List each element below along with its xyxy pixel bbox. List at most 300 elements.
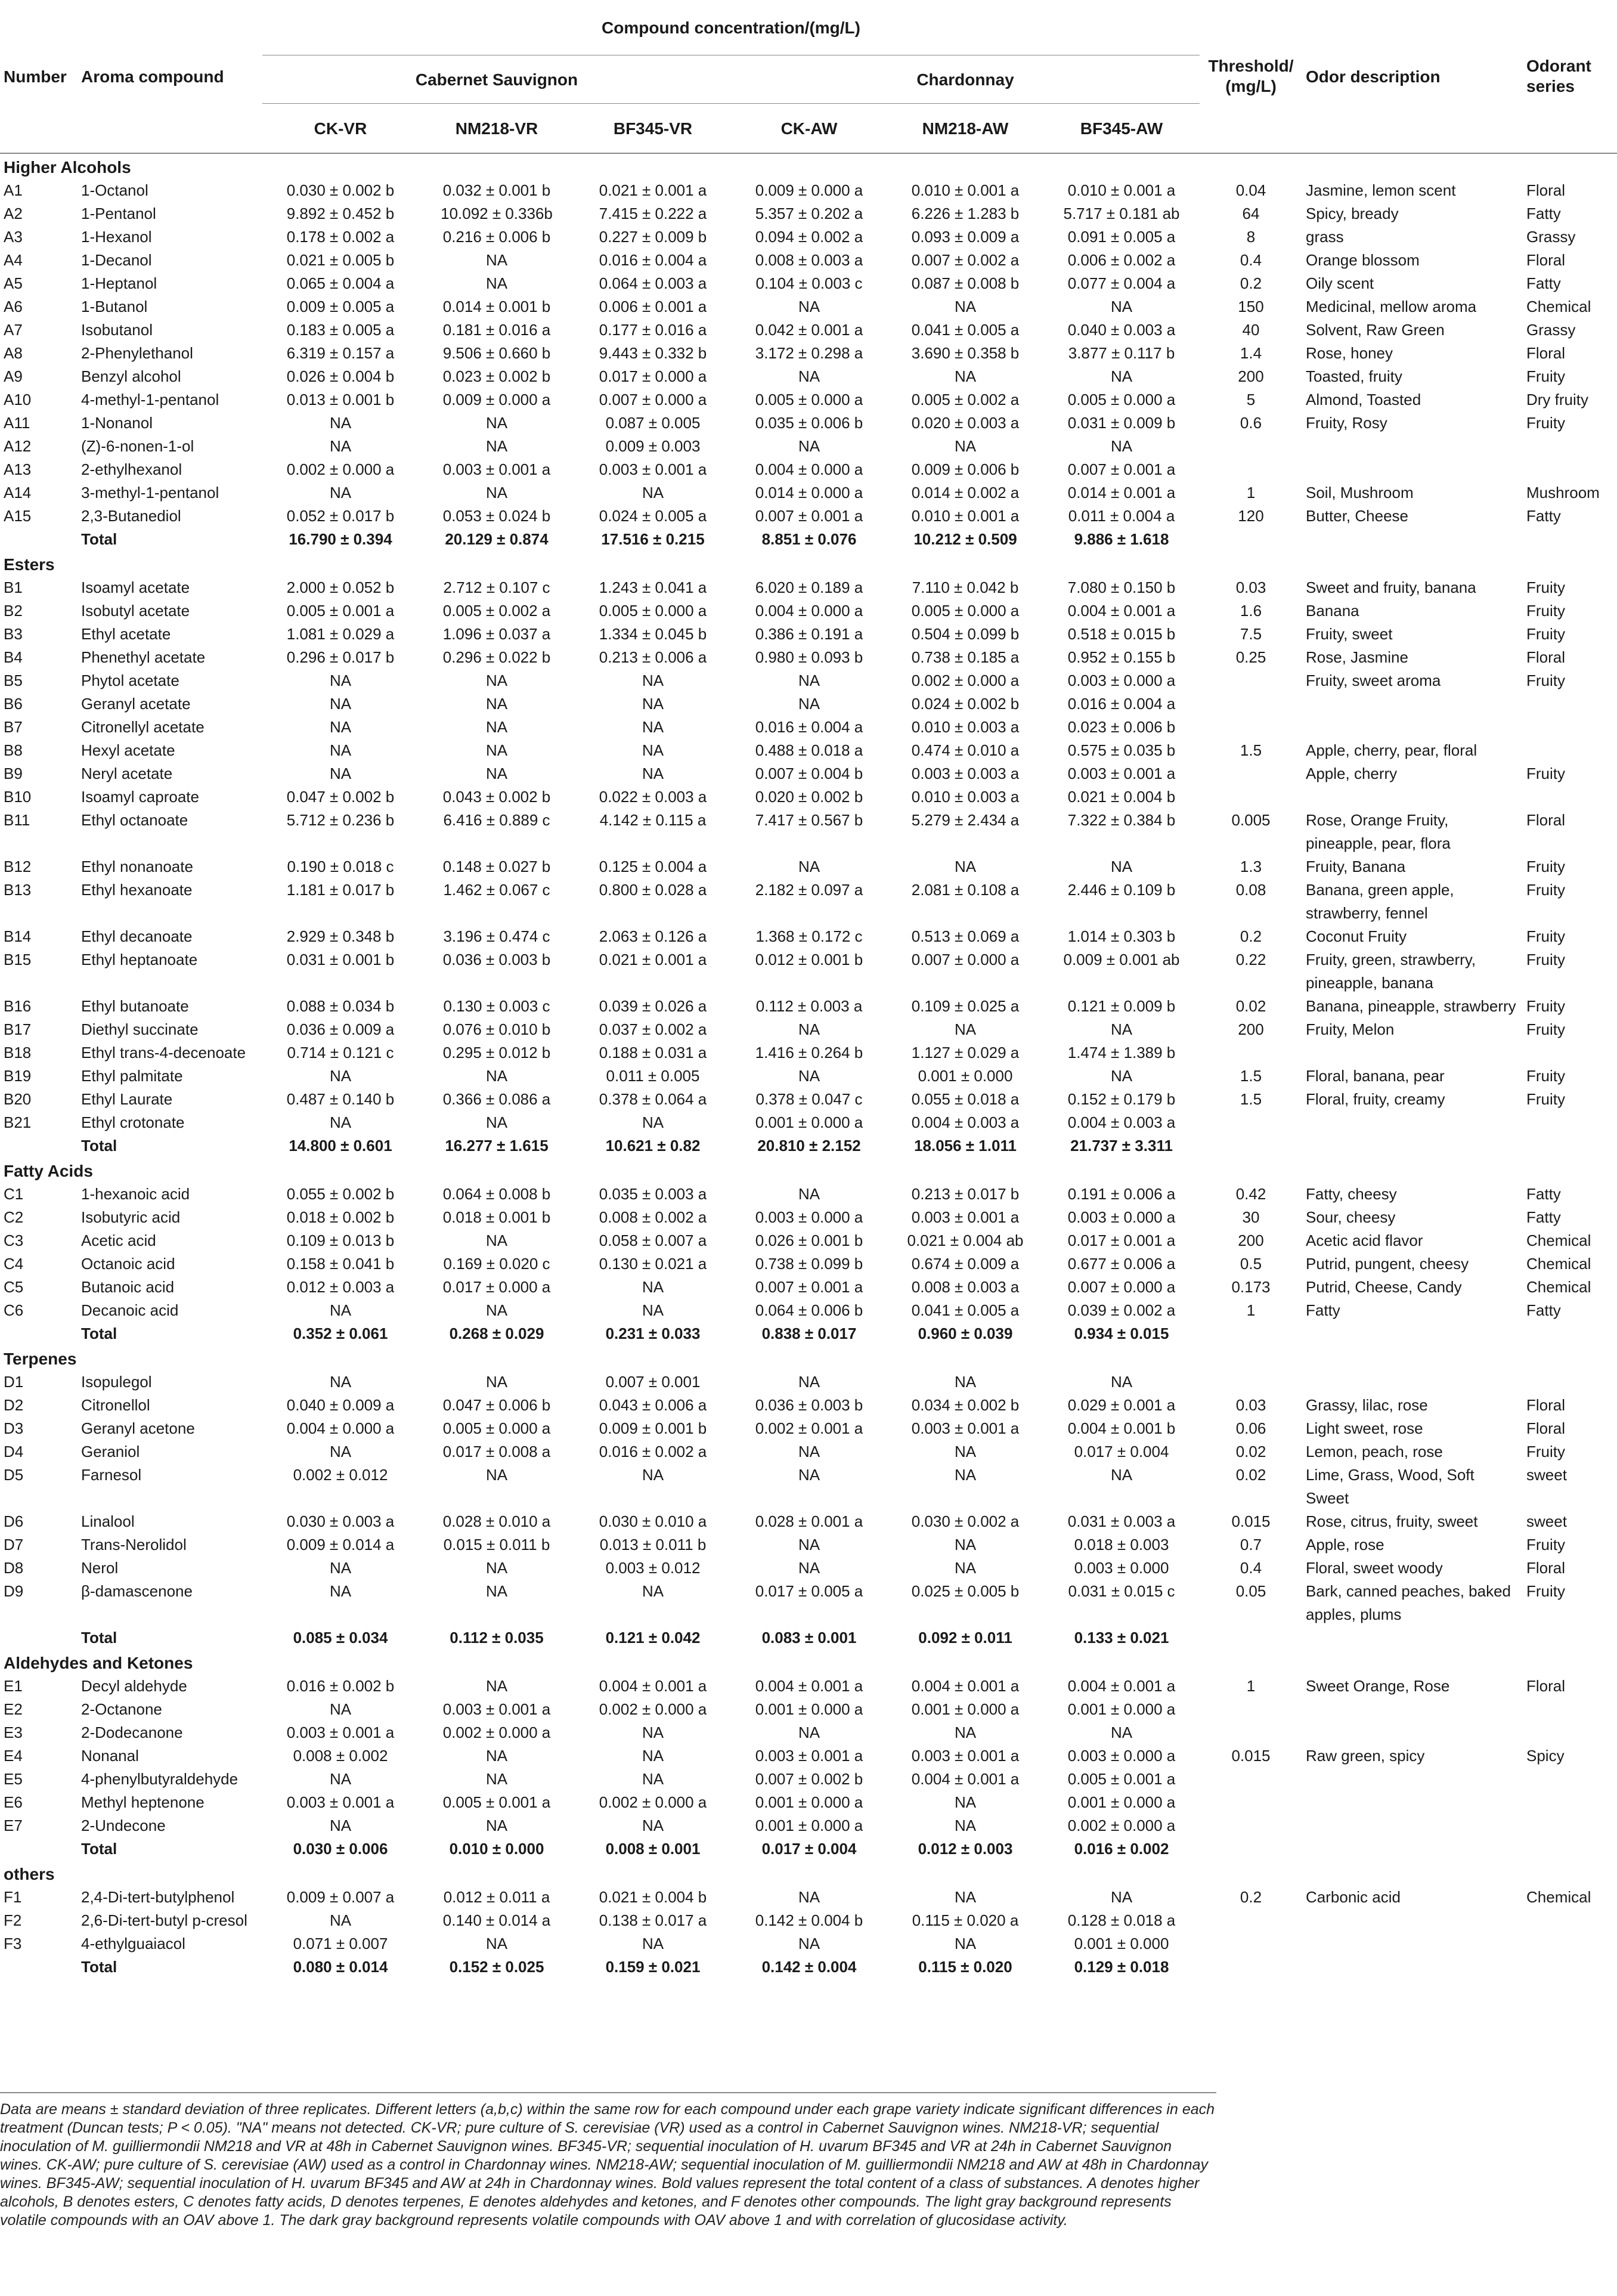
compound-name: Ethyl nonanoate xyxy=(81,858,193,875)
concentration-value: 0.007 ± 0.000 a xyxy=(1067,1278,1176,1296)
odor-description xyxy=(1302,1932,1523,1955)
concentration-value: 0.009 ± 0.005 a xyxy=(286,298,395,315)
threshold-value: 200 xyxy=(1238,367,1264,385)
concentration-value: NA xyxy=(642,1770,664,1788)
compound-number: A9 xyxy=(4,367,23,385)
total-value: 0.159 ± 0.021 xyxy=(605,1958,701,1976)
concentration-value: NA xyxy=(798,1443,820,1460)
odor-description: Coconut Fruity xyxy=(1306,927,1407,945)
concentration-value: 0.088 ± 0.034 b xyxy=(286,997,395,1015)
concentration-value: 0.058 ± 0.007 a xyxy=(599,1231,707,1249)
concentration-value: NA xyxy=(485,1466,508,1484)
total-value: 0.352 ± 0.061 xyxy=(293,1325,388,1342)
concentration-value: 0.216 ± 0.006 b xyxy=(442,228,551,246)
concentration-value: 0.037 ± 0.002 a xyxy=(599,1020,707,1038)
concentration-value: 0.183 ± 0.005 a xyxy=(286,321,395,339)
threshold-value xyxy=(1200,1111,1302,1134)
threshold-value xyxy=(1200,1698,1302,1721)
compound-number: E3 xyxy=(4,1723,23,1741)
compound-number: B7 xyxy=(4,718,23,736)
concentration-value: NA xyxy=(798,1067,820,1085)
concentration-value: NA xyxy=(1110,298,1133,315)
odor-description xyxy=(1302,435,1523,458)
concentration-value: NA xyxy=(329,1067,352,1085)
total-value: 0.268 ± 0.029 xyxy=(449,1325,544,1342)
compound-number: B3 xyxy=(4,625,23,643)
concentration-value: 0.036 ± 0.003 b xyxy=(755,1396,863,1414)
odorant-series xyxy=(1523,1041,1617,1065)
concentration-value: NA xyxy=(1110,367,1133,385)
table-row xyxy=(0,249,1617,272)
concentration-value: NA xyxy=(329,437,352,455)
concentration-value: 0.001 ± 0.000 xyxy=(918,1067,1013,1085)
threshold-value xyxy=(1200,669,1302,692)
threshold-value: 0.03 xyxy=(1235,578,1266,596)
concentration-value: NA xyxy=(485,1559,508,1577)
concentration-value: 0.013 ± 0.001 b xyxy=(286,391,395,409)
concentration-value: 0.010 ± 0.001 a xyxy=(911,507,1020,525)
header-series: Odorant series xyxy=(1526,57,1591,95)
table-row xyxy=(0,623,1617,646)
concentration-value: 3.196 ± 0.474 c xyxy=(443,927,550,945)
table-row xyxy=(0,1394,1617,1417)
concentration-value: 0.738 ± 0.099 b xyxy=(755,1255,863,1273)
concentration-value: NA xyxy=(329,1770,352,1788)
table-row xyxy=(0,878,1617,925)
odorant-series: Fatty xyxy=(1526,1208,1561,1226)
compound-number: C1 xyxy=(4,1185,24,1203)
threshold-value: 1 xyxy=(1246,1301,1256,1319)
odor-description: Fatty, cheesy xyxy=(1306,1185,1397,1203)
concentration-value: 0.009 ± 0.001 ab xyxy=(1063,951,1180,968)
concentration-value: NA xyxy=(329,414,352,432)
odor-description: Putrid, Cheese, Candy xyxy=(1306,1278,1462,1296)
total-label: Total xyxy=(81,1325,117,1342)
odorant-series: Fatty xyxy=(1526,507,1561,525)
total-spacer xyxy=(1302,1955,1523,1979)
odorant-series: Fruity xyxy=(1526,1090,1565,1108)
total-value: 10.212 ± 0.509 xyxy=(913,530,1017,548)
concentration-value: 6.020 ± 0.189 a xyxy=(755,578,863,596)
concentration-value: 1.096 ± 0.037 a xyxy=(442,625,551,643)
compound-number: A1 xyxy=(4,181,23,199)
compound-name: Acetic acid xyxy=(81,1231,156,1249)
concentration-value: NA xyxy=(485,1113,508,1131)
concentration-value: 0.004 ± 0.001 a xyxy=(1067,602,1176,620)
concentration-value: NA xyxy=(485,1373,508,1391)
concentration-value: 0.513 ± 0.069 a xyxy=(911,927,1020,945)
compound-name: 2-Octanone xyxy=(81,1700,162,1718)
odorant-series: Floral xyxy=(1526,181,1566,199)
total-spacer xyxy=(1523,1955,1617,1979)
concentration-value: 0.026 ± 0.004 b xyxy=(286,367,395,385)
concentration-value: 0.017 ± 0.004 xyxy=(1074,1443,1169,1460)
table-row xyxy=(0,576,1617,599)
column-header: NM218-VR xyxy=(455,119,538,138)
odorant-series: Floral xyxy=(1526,1559,1566,1577)
concentration-value: 0.001 ± 0.000 xyxy=(1074,1935,1169,1952)
threshold-value: 1.5 xyxy=(1240,1067,1262,1085)
total-value: 0.231 ± 0.033 xyxy=(605,1325,701,1342)
table-row xyxy=(0,1041,1617,1065)
concentration-value: 0.674 ± 0.009 a xyxy=(911,1255,1020,1273)
odor-description: Fruity, sweet xyxy=(1306,625,1393,643)
total-value: 0.085 ± 0.034 xyxy=(293,1629,388,1647)
concentration-value: 0.071 ± 0.007 xyxy=(293,1935,388,1952)
concentration-value: 0.014 ± 0.001 a xyxy=(1067,484,1176,502)
total-spacer xyxy=(1302,528,1523,551)
concentration-value: 0.011 ± 0.005 xyxy=(606,1067,700,1085)
compound-number: A7 xyxy=(4,321,23,339)
concentration-value: 0.142 ± 0.004 b xyxy=(755,1911,863,1929)
odor-description: Banana, green apple, strawberry, fennel xyxy=(1306,881,1454,922)
table-row xyxy=(0,1814,1617,1837)
concentration-value: 0.028 ± 0.001 a xyxy=(755,1512,863,1530)
odorant-series: Floral xyxy=(1526,344,1566,362)
concentration-value: NA xyxy=(954,298,977,315)
total-row xyxy=(0,1837,1617,1861)
odor-description: Oily scent xyxy=(1306,274,1374,292)
concentration-value: 0.714 ± 0.121 c xyxy=(287,1044,394,1062)
total-value: 17.516 ± 0.215 xyxy=(601,530,705,548)
concentration-value: 0.518 ± 0.015 b xyxy=(1067,625,1176,643)
concentration-value: NA xyxy=(798,1935,820,1952)
concentration-value: 0.017 ± 0.000 a xyxy=(599,367,707,385)
compound-name: Decanoic acid xyxy=(81,1301,179,1319)
concentration-value: 0.043 ± 0.006 a xyxy=(599,1396,707,1414)
concentration-value: 0.003 ± 0.001 a xyxy=(911,1208,1020,1226)
odor-description xyxy=(1302,1041,1523,1065)
total-spacer xyxy=(1200,1837,1302,1861)
compound-name: Benzyl alcohol xyxy=(81,367,181,385)
table-row xyxy=(0,1768,1617,1791)
concentration-value: 0.041 ± 0.005 a xyxy=(911,1301,1020,1319)
concentration-value: 0.053 ± 0.024 b xyxy=(442,507,551,525)
concentration-value: NA xyxy=(642,695,664,713)
table-row xyxy=(0,1533,1617,1557)
concentration-value: 0.042 ± 0.001 a xyxy=(755,321,863,339)
concentration-value: NA xyxy=(798,367,820,385)
concentration-value: 0.295 ± 0.012 b xyxy=(442,1044,551,1062)
concentration-value: NA xyxy=(329,1443,352,1460)
compound-name: Isopulegol xyxy=(81,1373,152,1391)
compound-name: Ethyl crotonate xyxy=(81,1113,185,1131)
compound-name: Isobutanol xyxy=(81,321,153,339)
concentration-value: 0.030 ± 0.002 a xyxy=(911,1512,1020,1530)
odorant-series: Fruity xyxy=(1526,858,1565,875)
table-row xyxy=(0,1886,1617,1909)
threshold-value xyxy=(1200,1909,1302,1932)
concentration-value: NA xyxy=(329,1301,352,1319)
concentration-value: 0.474 ± 0.010 a xyxy=(911,741,1020,759)
concentration-value: 7.322 ± 0.384 b xyxy=(1067,811,1176,829)
compound-name: Isobutyl acetate xyxy=(81,602,190,620)
odorant-series: Fruity xyxy=(1526,1067,1565,1085)
concentration-value: NA xyxy=(954,1935,977,1952)
concentration-value: NA xyxy=(798,672,820,689)
concentration-value: NA xyxy=(642,741,664,759)
concentration-value: 0.169 ± 0.020 c xyxy=(443,1255,550,1273)
concentration-value: 0.024 ± 0.002 b xyxy=(911,695,1020,713)
odor-description: Apple, cherry, pear, floral xyxy=(1306,741,1477,759)
compound-name: 2-Dodecanone xyxy=(81,1723,183,1741)
concentration-value: 0.005 ± 0.000 a xyxy=(755,391,863,409)
concentration-value: NA xyxy=(1110,1373,1133,1391)
concentration-value: 1.014 ± 0.303 b xyxy=(1067,927,1176,945)
compound-number: B10 xyxy=(4,788,32,806)
concentration-value: 0.014 ± 0.000 a xyxy=(755,484,863,502)
odor-description: Grassy, lilac, rose xyxy=(1306,1396,1428,1414)
concentration-value: NA xyxy=(485,414,508,432)
compound-name: Trans-Nerolidol xyxy=(81,1536,187,1554)
compound-number: D6 xyxy=(4,1512,24,1530)
concentration-value: 0.018 ± 0.003 xyxy=(1074,1536,1169,1554)
section-title: Higher Alcohols xyxy=(4,158,131,177)
compound-number: D2 xyxy=(4,1396,24,1414)
odorant-series xyxy=(1523,716,1617,739)
concentration-value: 0.005 ± 0.001 a xyxy=(442,1793,551,1811)
concentration-value: 0.009 ± 0.001 b xyxy=(599,1419,707,1437)
odor-description xyxy=(1302,1768,1523,1791)
concentration-value: 0.013 ± 0.011 b xyxy=(599,1536,707,1554)
odorant-series: Fatty xyxy=(1526,205,1561,222)
total-value: 8.851 ± 0.076 xyxy=(761,530,857,548)
concentration-value: 0.115 ± 0.020 a xyxy=(912,1911,1019,1929)
compound-number: B18 xyxy=(4,1044,32,1062)
column-header: BF345-VR xyxy=(613,119,693,138)
threshold-value: 7.5 xyxy=(1240,625,1262,643)
threshold-value: 0.2 xyxy=(1240,927,1262,945)
concentration-value: 0.036 ± 0.003 b xyxy=(442,951,551,968)
threshold-value xyxy=(1200,1768,1302,1791)
odorant-series: Fruity xyxy=(1526,1443,1565,1460)
odorant-series: Chemical xyxy=(1526,1231,1591,1249)
concentration-value: NA xyxy=(329,1113,352,1131)
concentration-value: 0.010 ± 0.003 a xyxy=(911,788,1020,806)
concentration-value: NA xyxy=(642,1466,664,1484)
odor-description xyxy=(1302,1791,1523,1814)
concentration-value: 0.022 ± 0.003 a xyxy=(599,788,707,806)
total-spacer xyxy=(1302,1626,1523,1650)
odor-description: Floral, fruity, creamy xyxy=(1306,1090,1445,1108)
concentration-value: 0.064 ± 0.003 a xyxy=(599,274,707,292)
odorant-series: Floral xyxy=(1526,648,1566,666)
concentration-value: 0.015 ± 0.011 b xyxy=(443,1536,550,1554)
table-row xyxy=(0,1675,1617,1698)
concentration-value: NA xyxy=(329,718,352,736)
concentration-value: 0.003 ± 0.000 a xyxy=(1067,1208,1176,1226)
concentration-value: 0.003 ± 0.003 a xyxy=(911,765,1020,782)
threshold-value: 0.2 xyxy=(1240,274,1262,292)
total-row xyxy=(0,528,1617,551)
threshold-value: 0.02 xyxy=(1235,1466,1266,1484)
odor-description: Solvent, Raw Green xyxy=(1306,321,1445,339)
compound-name: 1-hexanoic acid xyxy=(81,1185,190,1203)
concentration-value: 0.010 ± 0.001 a xyxy=(911,181,1020,199)
total-label: Total xyxy=(81,1137,117,1155)
concentration-value: NA xyxy=(329,765,352,782)
concentration-value: 0.002 ± 0.000 a xyxy=(1067,1817,1176,1834)
section-header-row xyxy=(0,1158,1617,1183)
table-row xyxy=(0,272,1617,295)
threshold-value: 0.4 xyxy=(1240,1559,1262,1577)
section-title: others xyxy=(4,1865,55,1883)
compound-number: F1 xyxy=(4,1888,22,1906)
concentration-value: NA xyxy=(485,672,508,689)
concentration-value: 0.012 ± 0.011 a xyxy=(443,1888,550,1906)
odor-description: grass xyxy=(1306,228,1344,246)
concentration-value: NA xyxy=(485,251,508,269)
concentration-value: 0.029 ± 0.001 a xyxy=(1067,1396,1176,1414)
total-label: Total xyxy=(81,1958,117,1976)
concentration-value: 7.080 ± 0.150 b xyxy=(1067,578,1176,596)
concentration-value: 0.002 ± 0.000 a xyxy=(599,1700,707,1718)
concentration-value: 0.026 ± 0.001 b xyxy=(755,1231,863,1249)
concentration-value: NA xyxy=(329,1582,352,1600)
odor-description: Sweet and fruity, banana xyxy=(1306,578,1476,596)
odorant-series: Fruity xyxy=(1526,1536,1565,1554)
concentration-value: 0.386 ± 0.191 a xyxy=(755,625,863,643)
compound-name: 2,4-Di-tert-butylphenol xyxy=(81,1888,235,1906)
concentration-value: 5.279 ± 2.434 a xyxy=(911,811,1020,829)
total-row xyxy=(0,1955,1617,1979)
total-spacer xyxy=(0,528,78,551)
concentration-value: NA xyxy=(798,1723,820,1741)
compound-number: B5 xyxy=(4,672,23,689)
compound-number: D4 xyxy=(4,1443,24,1460)
concentration-value: 0.003 ± 0.000 a xyxy=(755,1208,863,1226)
concentration-value: 0.035 ± 0.003 a xyxy=(599,1185,707,1203)
concentration-value: 0.040 ± 0.009 a xyxy=(286,1396,395,1414)
concentration-value: 0.031 ± 0.015 c xyxy=(1068,1582,1175,1600)
odorant-series: Fruity xyxy=(1526,602,1565,620)
concentration-value: NA xyxy=(329,741,352,759)
compound-number: B6 xyxy=(4,695,23,713)
concentration-value: 0.009 ± 0.006 b xyxy=(911,460,1020,478)
concentration-value: 5.712 ± 0.236 b xyxy=(286,811,395,829)
table-row xyxy=(0,925,1617,948)
total-value: 18.056 ± 1.011 xyxy=(914,1137,1017,1155)
table-row xyxy=(0,388,1617,411)
odor-description: Apple, rose xyxy=(1306,1536,1384,1554)
concentration-value: 0.104 ± 0.003 c xyxy=(755,274,863,292)
compound-number: E7 xyxy=(4,1817,23,1834)
concentration-value: 0.002 ± 0.000 a xyxy=(442,1723,551,1741)
concentration-value: 0.007 ± 0.001 xyxy=(605,1373,701,1391)
odor-description: Putrid, pungent, cheesy xyxy=(1306,1255,1469,1273)
odorant-series xyxy=(1523,1768,1617,1791)
compound-name: 1-Heptanol xyxy=(81,274,157,292)
header-concentration: Compound concentration/(mg/L) xyxy=(262,0,1200,55)
total-value: 0.016 ± 0.002 xyxy=(1074,1840,1169,1858)
concentration-value: NA xyxy=(1110,1723,1133,1741)
concentration-value: 0.052 ± 0.017 b xyxy=(286,507,395,525)
concentration-value: 0.003 ± 0.001 a xyxy=(286,1793,395,1811)
table-row xyxy=(0,1510,1617,1533)
compound-number: D1 xyxy=(4,1373,24,1391)
concentration-value: 0.003 ± 0.001 a xyxy=(755,1747,863,1765)
threshold-value xyxy=(1200,762,1302,785)
odorant-series: Fruity xyxy=(1526,578,1565,596)
compound-name: Geranyl acetate xyxy=(81,695,191,713)
concentration-value: 0.128 ± 0.018 a xyxy=(1067,1911,1176,1929)
odor-description: Apple, cherry xyxy=(1306,765,1398,782)
compound-name: Isobutyric acid xyxy=(81,1208,181,1226)
concentration-value: 0.005 ± 0.000 a xyxy=(1067,391,1176,409)
table-row xyxy=(0,1463,1617,1510)
table-row xyxy=(0,1580,1617,1626)
odor-description: Toasted, fruity xyxy=(1306,367,1402,385)
threshold-value xyxy=(1200,1721,1302,1744)
compound-number: A11 xyxy=(4,414,30,432)
concentration-value: 0.039 ± 0.002 a xyxy=(1067,1301,1176,1319)
total-value: 0.080 ± 0.014 xyxy=(293,1958,388,1976)
table-row xyxy=(0,669,1617,692)
concentration-value: 1.368 ± 0.172 c xyxy=(755,927,863,945)
odorant-series xyxy=(1523,1721,1617,1744)
odor-description: Soil, Mushroom xyxy=(1306,484,1414,502)
concentration-value: 0.014 ± 0.002 a xyxy=(911,484,1020,502)
compound-name: Ethyl trans-4-decenoate xyxy=(81,1044,246,1062)
concentration-value: NA xyxy=(798,1373,820,1391)
concentration-value: 0.177 ± 0.016 a xyxy=(599,321,707,339)
concentration-value: NA xyxy=(954,1020,977,1038)
compound-number: B19 xyxy=(4,1067,32,1085)
total-value: 0.133 ± 0.021 xyxy=(1074,1629,1169,1647)
concentration-value: 0.076 ± 0.010 b xyxy=(442,1020,551,1038)
total-label: Total xyxy=(81,1840,117,1858)
threshold-value: 0.04 xyxy=(1235,181,1266,199)
odor-description: Lemon, peach, rose xyxy=(1306,1443,1443,1460)
total-row xyxy=(0,1322,1617,1345)
compound-name: Neryl acetate xyxy=(81,765,173,782)
concentration-value: NA xyxy=(485,437,508,455)
concentration-value: 0.018 ± 0.001 b xyxy=(442,1208,551,1226)
concentration-value: 0.055 ± 0.002 b xyxy=(286,1185,395,1203)
compound-name: 1-Butanol xyxy=(81,298,148,315)
concentration-value: 0.125 ± 0.004 a xyxy=(599,858,707,875)
compound-number: C6 xyxy=(4,1301,24,1319)
concentration-value: 0.016 ± 0.004 a xyxy=(755,718,863,736)
compound-name: Hexyl acetate xyxy=(81,741,175,759)
concentration-value: NA xyxy=(1110,437,1133,455)
concentration-value: 0.488 ± 0.018 a xyxy=(755,741,863,759)
concentration-value: 0.005 ± 0.001 a xyxy=(1067,1770,1176,1788)
threshold-value xyxy=(1200,785,1302,809)
table-footnote: Data are means ± standard deviation of three replicates. Different letters (a,b,c) within the same row for each compound under each grape variety indicate significant differences in each treatment (Duncan tests; P < 0.05). "NA" means not detected. CK-VR; pure culture of S. cerevisiae (VR) used as a control in Cabernet Sauvignon wines. NM218-VR; sequential inoculation of M. guilliermondii NM218 and VR at 48h in Cabernet Sauvignon wines. BF345-VR; sequential inoculation of H. uvarum BF345 and VR at 24h in Cabernet Sauvignon wines. CK-AW; pure culture of S. cerevisiae (AW) used as a control in Chardonnay wines. NM218-AW; sequential inoculation of M. guilliermondii NM218 and AW at 48h in Chardonnay wines. BF345-AW; sequential inoculation of H. uvarum BF345 and AW at 24h in Chardonnay wines. Bold values represent the total content of a class of substances. A denotes higher alcohols, B denotes esters, C denotes fatty acids, D denotes terpenes, E denotes aldehydes and ketones, and F denotes other compounds. The light gray background represents volatile compounds with an OAV above 1. The dark gray background represents volatile compounds with OAV above 1 and with correlation of glucosidase activity. xyxy=(0,2092,1216,2230)
compound-name: 1-Octanol xyxy=(81,181,148,199)
odorant-series: Chemical xyxy=(1526,1255,1591,1273)
concentration-value: 0.504 ± 0.099 b xyxy=(911,625,1020,643)
concentration-value: 0.007 ± 0.000 a xyxy=(599,391,707,409)
total-label: Total xyxy=(81,1629,117,1647)
threshold-value: 0.4 xyxy=(1240,251,1262,269)
concentration-value: NA xyxy=(954,1536,977,1554)
odorant-series: Dry fruity xyxy=(1526,391,1588,409)
concentration-value: 0.018 ± 0.002 b xyxy=(286,1208,395,1226)
total-spacer xyxy=(0,1134,78,1158)
odorant-series: Fatty xyxy=(1526,274,1561,292)
total-value: 0.012 ± 0.003 xyxy=(918,1840,1013,1858)
odorant-series: Floral xyxy=(1526,1677,1566,1695)
concentration-value: 0.003 ± 0.001 a xyxy=(442,460,551,478)
odorant-series: Fatty xyxy=(1526,1185,1561,1203)
concentration-value: NA xyxy=(329,1700,352,1718)
odor-description: Almond, Toasted xyxy=(1306,391,1421,409)
compound-name: β-damascenone xyxy=(81,1582,193,1600)
compound-name: Nonanal xyxy=(81,1747,139,1765)
concentration-value: NA xyxy=(798,1559,820,1577)
